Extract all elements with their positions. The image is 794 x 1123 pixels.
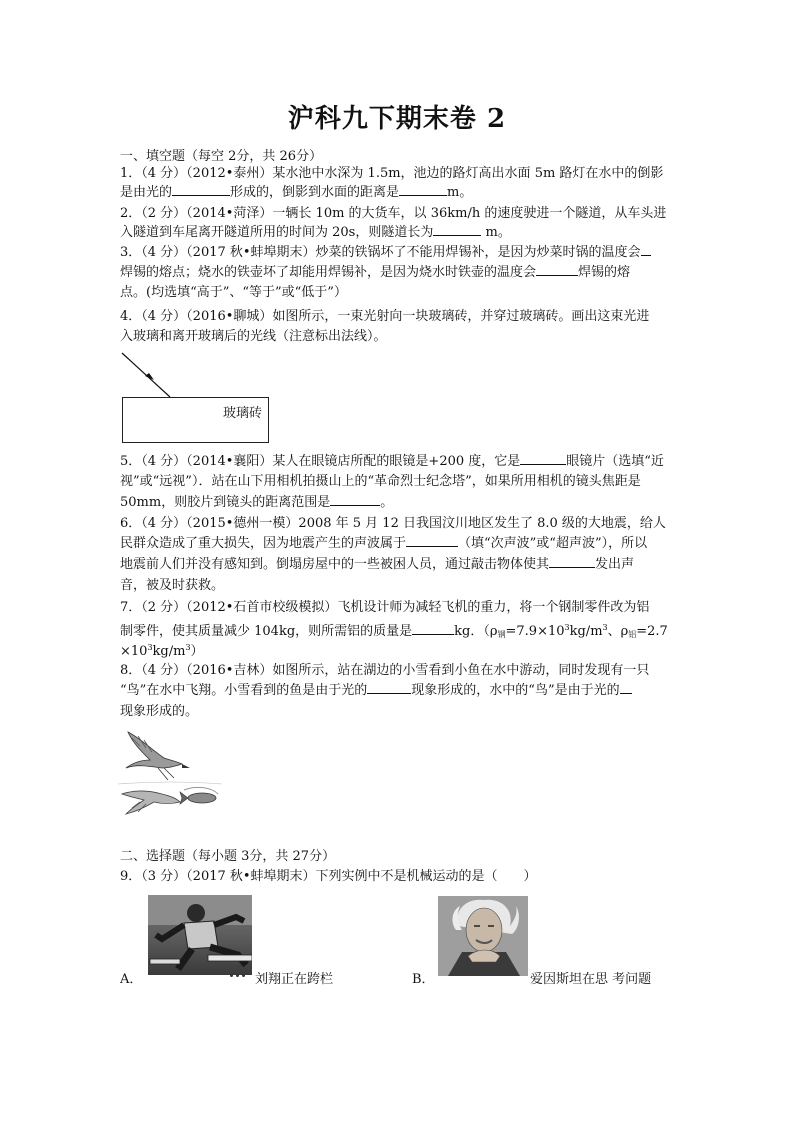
- bird-fish-figure: [118, 724, 222, 822]
- water-surface: [118, 782, 222, 784]
- bird-icon: [126, 732, 190, 780]
- q6-line4: 音，被及时获救。: [120, 578, 225, 593]
- q8-line2: “鸟”在水中飞翔。小雪看到的鱼是由于光的 现象形成的，水中的“鸟”是由于光的: [120, 681, 680, 700]
- answer-blank[interactable]: [406, 534, 458, 547]
- page-title: 沪科九下期末卷 2: [287, 104, 507, 134]
- q2-line1: 2．（2 分）（2014•菏泽）一辆长 10m 的大货车，以 36km/h 的速度驶进一个隧道，从车头进: [120, 206, 667, 221]
- answer-blank[interactable]: [520, 452, 566, 465]
- answer-blank[interactable]: [536, 263, 578, 276]
- q2-line2: 入隧道到车尾离开隧道所用的时间为 20s，则隧道长为 m。: [120, 225, 511, 240]
- option-a-photo: [148, 895, 252, 975]
- option-a-letter: A．: [120, 972, 143, 987]
- q9-line1: 9．（3 分）（2017 秋•蚌埠期末）下列实例中不是机械运动的是（ ）: [120, 869, 537, 884]
- hurdler-silhouette-icon: [148, 895, 252, 975]
- q6-line1: 6．（4 分）（2015•德州一模）2008 年 5 月 12 日我国汶川地区发生了 8.0 级的大地震，给人: [120, 516, 666, 531]
- q7-line2: 制零件，使其质量减少 104kg，则所需铝的质量是 kg．（$\rho_钢=7.9\times 10^3kg/m^3$、$\rho_铝=2.7$: [120, 623, 668, 639]
- glass-block: [122, 397, 269, 443]
- fish-icon: [180, 787, 218, 804]
- answer-blank[interactable]: [549, 555, 595, 568]
- q5-line2: 视”或“远视”）．站在山下用相机拍摄山上的“革命烈士纪念塔”，如果所用相机的镜头焦距是: [120, 474, 641, 489]
- answer-blank[interactable]: [620, 681, 632, 694]
- reflected-bird-icon: [122, 791, 180, 814]
- answer-blank[interactable]: [433, 223, 481, 236]
- q4-line2: 入玻璃和离开玻璃后的光线（注意标出法线）。: [120, 329, 387, 344]
- q3-line3: 点。(均选填“高于”、“等于”或“低于”）: [120, 285, 347, 300]
- q5-line1: 5．（4 分）（2014•襄阳）某人在眼镜店所配的眼镜是+200 度，它是 眼镜片（选填“近: [120, 454, 664, 469]
- section2-heading: 二、选择题（每小题 3分，共 27分）: [120, 849, 336, 864]
- q8-line1: 8．（4 分）（2016•吉林）如图所示，站在湖边的小雪看到小鱼在水中游动，同时发现有一只: [120, 663, 650, 678]
- option-a-text: 刘翔正在跨栏: [255, 972, 334, 987]
- answer-blank[interactable]: [412, 622, 454, 635]
- q6-line2: 民群众造成了重大损失，因为地震产生的声波属于 （填“次声波”或“超声波”），所以: [120, 536, 648, 551]
- q3-line2: 焊锡的熔点；烧水的铁壶坏了却能用焊锡补，是因为烧水时铁壶的温度会 焊锡的熔: [120, 265, 631, 280]
- einstein-portrait-icon: [438, 896, 528, 976]
- q8-line3: 现象形成的。: [120, 704, 199, 719]
- option-a[interactable]: [120, 968, 142, 987]
- answer-blank[interactable]: [172, 183, 230, 196]
- answer-blank[interactable]: [330, 493, 380, 506]
- option-b-letter: B．: [412, 972, 435, 987]
- option-b-photo: [438, 896, 528, 976]
- q7-line3: $\times 10^3kg/m^3$）: [120, 643, 204, 659]
- q5-line3: 50mm，则胶片到镜头的距离范围是 。: [120, 495, 394, 510]
- option-a-dots: [230, 968, 245, 983]
- q7-line1: 7．（2 分）（2012•石首市校级模拟）飞机设计师为减轻飞机的重力，将一个钢制零件改为铝: [120, 600, 650, 615]
- q3-line1: 3．（4 分）（2017 秋•蚌埠期末）炒菜的铁锅坏了不能用焊锡补，是因为炒菜时锅的温度会: [120, 243, 680, 262]
- answer-blank[interactable]: [641, 243, 651, 256]
- q1-line1: 1．（4 分）（2012•泰州）某水池中水深为 1.5m，池边的路灯高出水面 5m 路灯在水中的倒影: [120, 166, 664, 181]
- option-b[interactable]: [412, 968, 435, 987]
- section1-heading: 一、填空题（每空 2分，共 26分）: [120, 149, 323, 164]
- answer-blank[interactable]: [367, 681, 411, 694]
- q1-line2: 是由光的 形成的，倒影到水面的距离是 m。: [120, 185, 473, 200]
- q4-line1: 4．（4 分）（2016•聊城）如图所示，一束光射向一块玻璃砖，并穿过玻璃砖。画出这束光进: [120, 309, 650, 324]
- light-ray-diagram: [118, 350, 198, 402]
- option-b-text: 爱因斯坦在思 考问题: [530, 972, 652, 987]
- q6-line3: 地震前人们并没有感知到。倒塌房屋中的一些被困人员，通过敲击物体使其 发出声: [120, 557, 635, 572]
- glass-block-label: 玻璃砖: [222, 406, 262, 421]
- incident-ray: [122, 353, 170, 397]
- answer-blank[interactable]: [399, 183, 447, 196]
